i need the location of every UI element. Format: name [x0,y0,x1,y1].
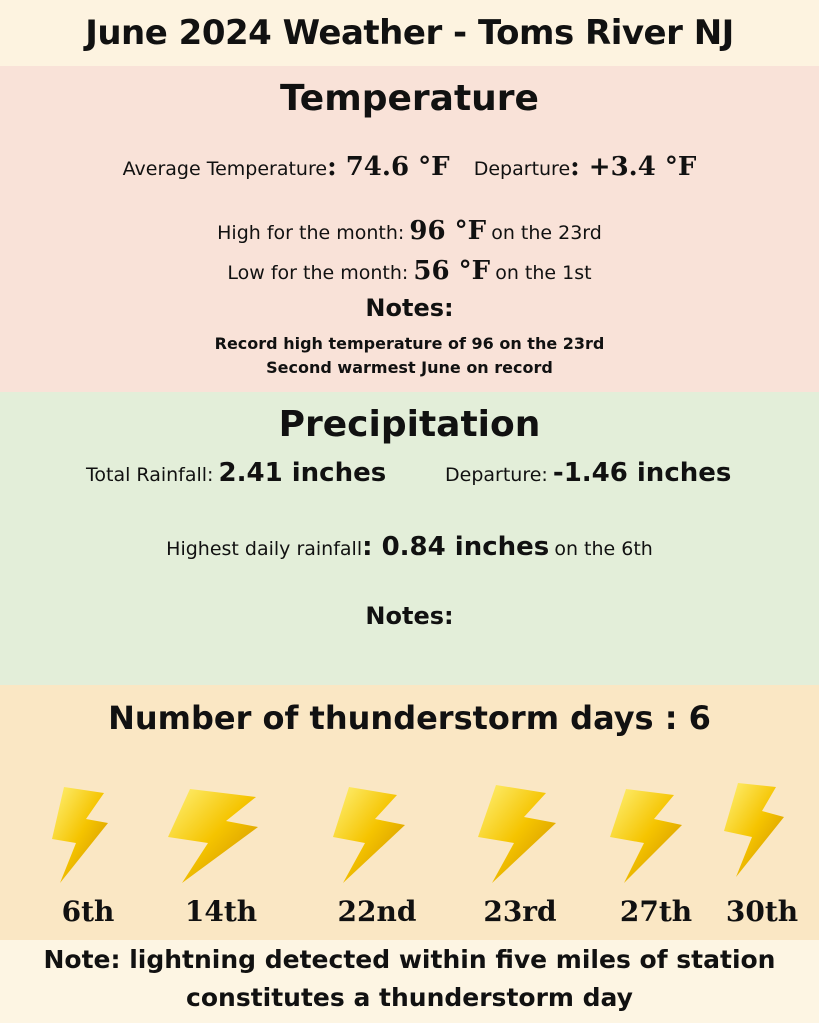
high-temperature-date: on the 23rd [491,222,602,244]
precipitation-section [0,392,819,685]
lightning-bolt-icon [325,785,415,885]
footer-note [0,940,819,1023]
temperature-note: Record high temperature of 96 on the 23rd [214,334,605,353]
lightning-bolt-icon [720,781,790,881]
thunderstorm-days-heading: Number of thunderstorm days : 6 [108,699,711,737]
highest-daily-rainfall-label: Highest daily rainfall [166,538,363,560]
high-temperature-value: 96 °F [409,216,487,246]
temperature-section [0,66,819,392]
average-temperature-label: Average Temperature [122,158,328,180]
total-rainfall-label: Total Rainfall: [86,464,214,486]
lightning-bolt-icon [42,785,122,885]
thunderstorm-day-label: 22nd [337,895,417,928]
thunderstorm-day-label: 27th [619,895,693,928]
thunderstorm-day-label: 23rd [483,895,557,928]
lightning-bolt-icon [160,785,270,885]
low-temperature-line [0,256,819,286]
page-title: June 2024 Weather - Toms River NJ [85,13,734,53]
total-rainfall-value: 2.41 inches [218,458,387,488]
highest-daily-rainfall-date: on the 6th [554,538,653,560]
temperature-departure-value: : +3.4 °F [570,152,697,182]
lightning-bolt-row [0,785,819,895]
total-rainfall-line [86,458,386,488]
highest-daily-rainfall-line [0,532,819,562]
temperature-notes-heading: Notes: [365,294,454,322]
precipitation-departure-label: Departure: [445,464,548,486]
average-temperature-line [0,152,819,182]
average-temperature-value: : 74.6 °F [327,152,450,182]
precipitation-departure-line [445,458,731,488]
precipitation-notes-heading: Notes: [365,602,454,630]
precipitation-departure-value: -1.46 inches [552,458,732,488]
thunderstorm-section [0,685,819,940]
precipitation-heading: Precipitation [278,404,541,445]
footer-note-line: constitutes a thunderstorm day [186,983,633,1012]
low-temperature-value: 56 °F [413,256,491,286]
footer-note-line: Note: lightning detected within five miles of station [43,945,776,974]
low-temperature-label: Low for the month: [227,262,409,284]
highest-daily-rainfall-value: : 0.84 inches [362,532,550,562]
temperature-departure-label: Departure [473,158,571,180]
low-temperature-date: on the 1st [495,262,592,284]
thunderstorm-day-label: 14th [184,895,258,928]
lightning-bolt-icon [470,785,565,885]
high-temperature-label: High for the month: [217,222,405,244]
title-bar [0,0,819,66]
thunderstorm-day-label: 30th [725,895,799,928]
lightning-bolt-icon [604,785,689,885]
thunderstorm-day-label: 6th [61,895,115,928]
temperature-heading: Temperature [280,78,539,119]
temperature-note: Second warmest June on record [266,358,553,377]
high-temperature-line [0,216,819,246]
